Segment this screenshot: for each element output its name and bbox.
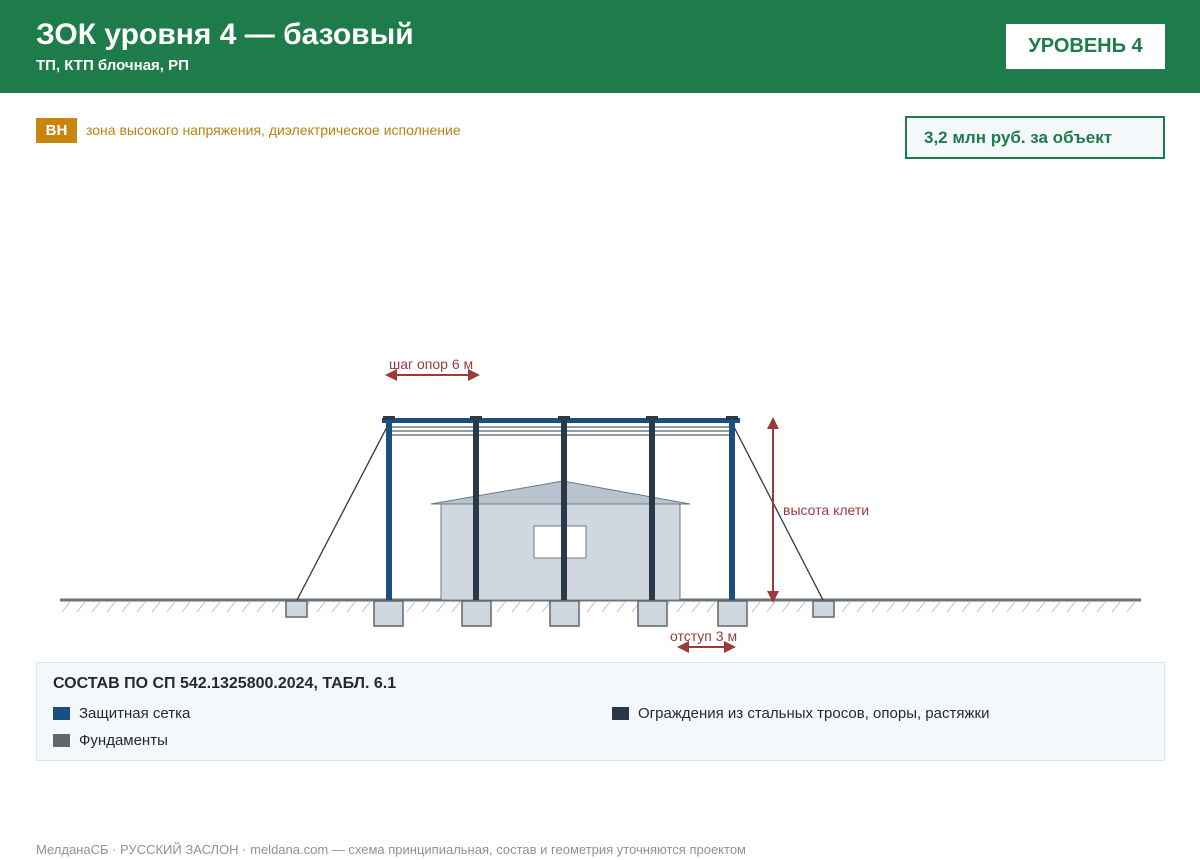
hatch-mark: [932, 602, 940, 612]
zone-tag: ВН: [36, 118, 77, 143]
hatch-mark: [1097, 602, 1105, 612]
hatch-mark: [137, 602, 145, 612]
hatch-mark: [977, 602, 985, 612]
hatch-mark: [1112, 602, 1120, 612]
anchor-block-left: [286, 601, 307, 617]
hatch-mark: [617, 602, 625, 612]
hatch-mark: [1022, 602, 1030, 612]
hatch-mark: [752, 602, 760, 612]
hatch-mark: [782, 602, 790, 612]
hatch-mark: [122, 602, 130, 612]
hatch-mark: [797, 602, 805, 612]
hatch-mark: [872, 602, 880, 612]
hatch-mark: [992, 602, 1000, 612]
hatch-mark: [182, 602, 190, 612]
hatch-mark: [1007, 602, 1015, 612]
hatch-mark: [167, 602, 175, 612]
hatch-mark: [707, 602, 715, 612]
support-post: [473, 418, 479, 600]
hatch-mark: [692, 602, 700, 612]
hatch-mark: [242, 602, 250, 612]
legend-label: Ограждения из стальных тросов, опоры, растяжки: [638, 705, 990, 722]
offset-label: отступ 3 м: [670, 628, 738, 644]
hatch-mark: [842, 602, 850, 612]
hatch-mark: [902, 602, 910, 612]
hatch-mark: [272, 602, 280, 612]
hatch-mark: [962, 602, 970, 612]
net-post-left: [386, 418, 392, 600]
hatch-mark: [1082, 602, 1090, 612]
hatch-mark: [152, 602, 160, 612]
hatch-mark: [947, 602, 955, 612]
hatch-mark: [1067, 602, 1075, 612]
footer-note: МелданаСБ · РУССКИЙ ЗАСЛОН · meldana.com — схема принципиальная, состав и геометрия уточняются проектом: [36, 842, 746, 857]
cage-height-label: высота клети: [783, 502, 870, 518]
page-subtitle: ТП, КТП блочная, РП: [36, 57, 189, 74]
legend-item-net: [53, 705, 190, 722]
hatch-mark: [542, 602, 550, 612]
hatch-mark: [857, 602, 865, 612]
legend-title: СОСТАВ ПО СП 542.1325800.2024, ТАБЛ. 6.1: [53, 675, 397, 692]
hatch-mark: [212, 602, 220, 612]
hatch-mark: [452, 602, 460, 612]
hatch-mark: [437, 602, 445, 612]
hatch-mark: [1127, 602, 1135, 612]
building-window: [534, 526, 586, 558]
hatch-mark: [92, 602, 100, 612]
price-text: 3,2 млн руб. за объект: [924, 127, 1113, 147]
hatch-mark: [767, 602, 775, 612]
hatch-mark: [317, 602, 325, 612]
foundation-block: [638, 601, 667, 626]
steel-cables: [388, 427, 733, 435]
legend-item-cables: [612, 705, 989, 722]
foundation-block: [718, 601, 747, 626]
support-step-label: шаг опор 6 м: [389, 356, 474, 372]
legend-panel: [36, 662, 1165, 761]
hatch-mark: [497, 602, 505, 612]
anchor-block-right: [813, 601, 834, 617]
foundation-block: [374, 601, 403, 626]
foundation-block: [462, 601, 491, 626]
hatch-mark: [197, 602, 205, 612]
hatch-mark: [362, 602, 370, 612]
hatch-mark: [332, 602, 340, 612]
foundation-block: [550, 601, 579, 626]
hatch-mark: [107, 602, 115, 612]
hatch-mark: [227, 602, 235, 612]
hatch-mark: [407, 602, 415, 612]
support-post: [561, 418, 567, 600]
guy-wire-left: [297, 425, 388, 600]
legend-label: Фундаменты: [79, 732, 168, 749]
hatch-mark: [62, 602, 70, 612]
hatch-mark: [1037, 602, 1045, 612]
hatch-mark: [257, 602, 265, 612]
legend-swatch: [53, 707, 70, 720]
hatch-mark: [347, 602, 355, 612]
support-post: [649, 418, 655, 600]
legend-swatch: [53, 734, 70, 747]
ground-hatching: [62, 602, 1135, 612]
hatch-mark: [677, 602, 685, 612]
net-post-right: [729, 418, 735, 600]
legend-label: Защитная сетка: [79, 705, 191, 722]
hatch-mark: [917, 602, 925, 612]
zone-description: зона высокого напряжения, диэлектрическое исполнение: [86, 122, 461, 138]
hatch-mark: [422, 602, 430, 612]
hatch-mark: [1052, 602, 1060, 612]
hatch-mark: [887, 602, 895, 612]
hatch-mark: [527, 602, 535, 612]
hatch-mark: [77, 602, 85, 612]
legend-item-foundations: [53, 732, 168, 749]
legend-swatch: [612, 707, 629, 720]
page-title: ЗОК уровня 4 — базовый: [36, 18, 414, 51]
hatch-mark: [512, 602, 520, 612]
hatch-mark: [602, 602, 610, 612]
level-badge: УРОВЕНЬ 4: [1006, 24, 1165, 69]
hatch-mark: [587, 602, 595, 612]
